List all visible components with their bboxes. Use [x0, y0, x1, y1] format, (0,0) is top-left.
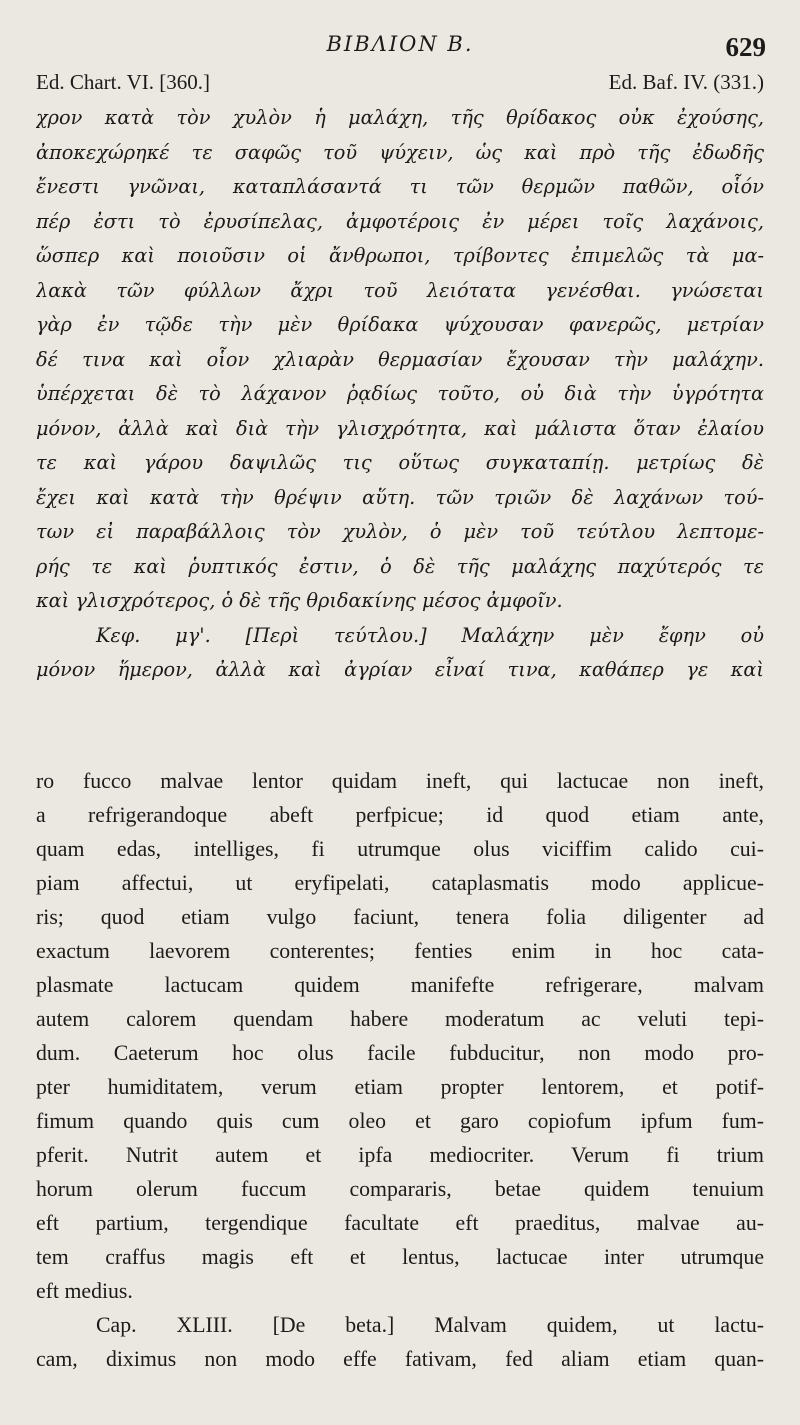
latin-line: horum olerum fuccum compararis, betae quidem tenuium	[36, 1177, 764, 1201]
latin-line: quam edas, intelliges, fi utrumque olus viciffim calido cui-	[36, 837, 764, 861]
latin-chapter-heading-line: Cap. XLIII. [De beta.] Malvam quidem, ut lactu-	[96, 1313, 764, 1337]
latin-line: pter humiditatem, verum etiam propter lentorem, et potif-	[36, 1075, 764, 1099]
greek-line: μόνον ἥμερον, ἀλλὰ καὶ ἀγρίαν εἶναί τινα, καθάπερ γε καὶ	[36, 658, 764, 681]
greek-line: δέ τινα καὶ οἷον χλιαρὰν θερμασίαν ἔχουσαν τὴν μαλάχην.	[36, 347, 764, 371]
greek-line: ἔνεστι γνῶναι, καταπλάσαντά τι τῶν θερμῶν παθῶν, οἷόν	[36, 175, 764, 198]
latin-line: eft medius.	[36, 1279, 133, 1303]
greek-line: τε καὶ γάρου δαψιλῶς τις οὕτως συγκαταπίῃ. μετρίως δὲ	[36, 451, 764, 474]
latin-line: dum. Caeterum hoc olus facile fubducitur, non modo pro-	[36, 1041, 764, 1065]
greek-line: ὥσπερ καὶ ποιοῦσιν οἱ ἄνθρωποι, τρίβοντες ἐπιμελῶς τὰ μα-	[36, 244, 764, 267]
greek-line: ἀποκεχώρηκέ τε σαφῶς τοῦ ψύχειν, ὡς καὶ πρὸ τῆς ἐδωδῆς	[36, 140, 764, 164]
greek-line: γὰρ ἐν τῷδε τὴν μὲν θρίδακα ψύχουσαν φανερῶς, μετρίαν	[36, 313, 764, 336]
latin-line: ris; quod etiam vulgo faciunt, tenera folia diligenter ad	[36, 905, 764, 929]
latin-line: ro fucco malvae lentor quidam ineft, qui lactucae non ineft,	[36, 769, 764, 793]
page-header	[34, 28, 766, 64]
page-number: 629	[725, 32, 766, 62]
greek-line: χρον κατὰ τὸν χυλὸν ἡ μαλάχη, τῆς θρίδακος οὐκ ἐχούσης,	[36, 106, 764, 129]
greek-line: των εἰ παραβάλλοις τὸν χυλὸν, ὁ μὲν τοῦ τεύτλου λεπτομε-	[36, 520, 764, 543]
latin-line: fimum quando quis cum oleo et garo copiofum ipfum fum-	[36, 1109, 764, 1133]
greek-chapter-heading-line: Κεφ. μγ'. [Περὶ τεύτλου.] Μαλάχην μὲν ἔφην οὐ	[96, 623, 764, 647]
greek-line: πέρ ἐστι τὸ ἐρυσίπελας, ἀμφοτέροις ἐν μέρει τοῖς λαχάνοις,	[36, 209, 764, 233]
edition-reference-chartier: Ed. Chart. VI. [360.]	[36, 70, 210, 94]
greek-line: ἔχει καὶ κατὰ τὴν θρέψιν αὕτη. τῶν τριῶν δὲ λαχάνων τού-	[36, 485, 764, 509]
greek-line: ρής τε καὶ ῥυπτικός ἐστιν, ὁ δὲ τῆς μαλάχης παχύτερός τε	[36, 554, 764, 578]
latin-text-block	[36, 764, 764, 1376]
greek-text-block	[36, 101, 764, 688]
greek-line: καὶ γλισχρότερος, ὁ δὲ τῆς θριδακίνης μέσος ἀμφοῖν.	[36, 589, 563, 612]
latin-line: autem calorem quendam habere moderatum ac veluti tepi-	[36, 1007, 764, 1031]
latin-line: cam, diximus non modo effe fativam, fed aliam etiam quan-	[36, 1347, 764, 1371]
greek-line: λακὰ τῶν φύλλων ἄχρι τοῦ λειότατα γενέσθαι. γνώσεται	[36, 278, 764, 302]
greek-line: μόνον, ἀλλὰ καὶ διὰ τὴν γλισχρότητα, καὶ μάλιστα ὅταν ἐλαίου	[36, 416, 764, 440]
greek-line: ὑπέρχεται δὲ τὸ λάχανον ῥᾳδίως τοῦτο, οὐ διὰ τὴν ὑγρότητα	[36, 382, 764, 405]
edition-reference-basel: Ed. Baf. IV. (331.)	[608, 70, 764, 94]
latin-line: tem craffus magis eft et lentus, lactucae inter utrumque	[36, 1245, 764, 1269]
latin-line: piam affectui, ut eryfipelati, cataplasmatis modo applicue-	[36, 871, 764, 895]
latin-line: pferit. Nutrit autem et ipfa mediocriter. Verum fi trium	[36, 1143, 764, 1167]
latin-line: a refrigerandoque abeft perfpicue; id quod etiam ante,	[36, 803, 764, 827]
latin-line: eft partium, tergendique facultate eft praeditus, malvae au-	[36, 1211, 764, 1235]
edition-reference-line	[36, 70, 764, 98]
latin-line: exactum laevorem conterentes; fenties enim in hoc cata-	[36, 939, 764, 963]
latin-line: plasmate lactucam quidem manifefte refrigerare, malvam	[36, 973, 764, 997]
running-title: ΒΙΒΛΙΟΝ Β.	[326, 32, 474, 56]
